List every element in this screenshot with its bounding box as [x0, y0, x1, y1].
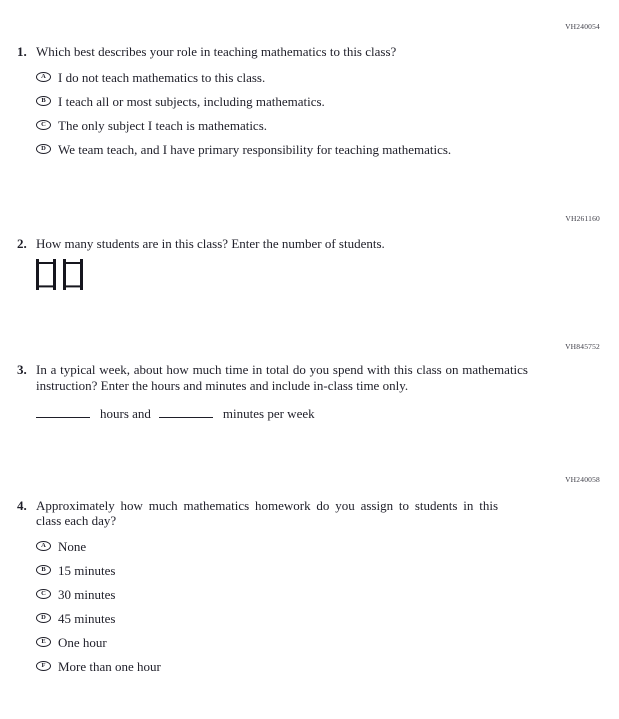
hours-label: hours and	[100, 406, 151, 421]
question-2-number: 2.	[17, 235, 27, 251]
answer-bubble[interactable]: E	[36, 637, 51, 647]
option-row[interactable]	[36, 564, 619, 577]
option-label: We team teach, and I have primary responsibility for teaching mathematics.	[58, 141, 452, 157]
answer-bubble[interactable]: A	[36, 72, 51, 82]
option-label: The only subject I teach is mathematics.	[58, 117, 268, 133]
time-fill-in-row	[36, 406, 619, 422]
option-row[interactable]	[36, 612, 619, 625]
question-2-text: How many students are in this class? Enter the number of students.	[36, 235, 385, 251]
option-label: 30 minutes	[58, 586, 116, 602]
question-4-number: 4.	[17, 497, 27, 513]
question-4-options-list	[36, 540, 619, 673]
students-digit-box-2[interactable]	[63, 259, 83, 290]
option-label: None	[58, 538, 87, 554]
option-label: One hour	[58, 634, 107, 650]
answer-bubble[interactable]: C	[36, 120, 51, 130]
option-row[interactable]	[36, 71, 619, 84]
question-1-options-list	[36, 71, 619, 156]
option-label: More than one hour	[58, 658, 161, 674]
question-4-text: Approximately how much mathematics homework do you assign to students in this class each day?	[36, 497, 498, 528]
question-1-code: VH240054	[565, 22, 600, 31]
hours-blank[interactable]	[36, 406, 90, 418]
students-digit-box-1[interactable]	[36, 259, 56, 290]
question-3-number: 3.	[17, 362, 27, 377]
option-label: 15 minutes	[58, 562, 116, 578]
option-label: 45 minutes	[58, 610, 116, 626]
students-digit-boxes	[36, 259, 619, 290]
question-4-code: VH240058	[565, 474, 600, 484]
answer-bubble[interactable]: F	[36, 661, 51, 671]
question-1-number: 1.	[17, 44, 27, 59]
option-row[interactable]	[36, 119, 619, 132]
question-1-text: Which best describes your role in teaching mathematics to this class?	[36, 44, 397, 59]
option-row[interactable]	[36, 540, 619, 553]
option-row[interactable]	[36, 95, 619, 108]
option-row[interactable]	[36, 636, 619, 649]
question-4	[0, 475, 619, 673]
option-label: I teach all or most subjects, including mathematics.	[58, 93, 325, 109]
answer-bubble[interactable]: C	[36, 589, 51, 599]
question-3-code: VH845752	[565, 342, 600, 351]
option-row[interactable]	[36, 588, 619, 601]
option-row[interactable]	[36, 143, 619, 156]
answer-bubble[interactable]: B	[36, 96, 51, 106]
answer-bubble[interactable]: D	[36, 613, 51, 623]
question-2-code: VH261160	[565, 213, 600, 223]
question-3	[0, 342, 619, 422]
option-row[interactable]	[36, 660, 619, 673]
answer-bubble[interactable]: B	[36, 565, 51, 575]
minutes-label: minutes per week	[222, 406, 315, 421]
answer-bubble[interactable]: A	[36, 541, 51, 551]
questionnaire-page	[0, 22, 619, 719]
minutes-blank[interactable]	[159, 406, 213, 418]
option-label: I do not teach mathematics to this class.	[58, 69, 266, 85]
answer-bubble[interactable]: D	[36, 144, 51, 154]
question-3-text: In a typical week, about how much time in total do you spend with this class on mathematics instruction? Enter the hours and minutes and include in-class time only.	[36, 362, 528, 393]
question-2	[0, 214, 619, 291]
question-1	[0, 22, 619, 156]
